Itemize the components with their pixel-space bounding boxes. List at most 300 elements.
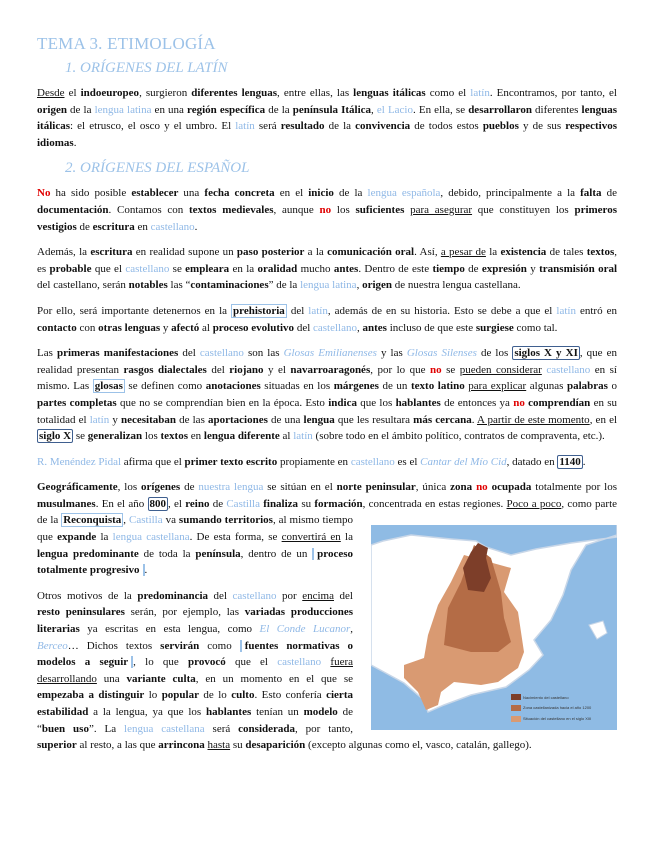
negation: no <box>430 363 442 376</box>
negation: no <box>319 203 332 216</box>
text: de la <box>66 103 95 116</box>
text: ya escritas en esta lengua, como <box>79 623 260 636</box>
bold-term: respectivos idiomas <box>37 120 617 149</box>
text: , es <box>37 246 617 275</box>
text: como tal. <box>513 321 558 334</box>
text: , además de en su historia. Esto se debe a que el <box>327 304 557 317</box>
highlight-term: castellano <box>125 262 170 275</box>
highlight-term: Castilla <box>226 497 260 510</box>
text: del <box>286 304 309 317</box>
text: de <box>76 220 93 233</box>
text: del castellano, serán <box>37 279 129 292</box>
text: las “ <box>167 279 191 292</box>
bold-term: lenguas itálicas <box>37 103 617 133</box>
underlined-text: pueden considerar <box>459 363 542 376</box>
text: . <box>144 564 148 577</box>
text: será <box>204 722 239 735</box>
text: se sitúan en el <box>263 481 337 494</box>
bold-term: probable <box>49 262 92 275</box>
bold-term: buen uso <box>41 722 89 735</box>
highlight-term: R. Menéndez Pidal <box>37 455 122 468</box>
text: se <box>169 262 186 275</box>
text: . Contamos con <box>108 203 189 216</box>
bold-term: notables <box>128 279 168 292</box>
bold-term: resultado <box>280 120 325 133</box>
text: de lo <box>198 689 232 702</box>
bold-term: escritura <box>90 246 133 259</box>
text: , al mismo tiempo que <box>37 514 353 544</box>
text: ” de la <box>268 279 301 292</box>
bold-term: texto latino <box>411 380 465 393</box>
underlined-text: hasta <box>207 739 231 752</box>
bold-term: textos <box>586 246 615 259</box>
text: y las <box>376 347 407 360</box>
bold-term: establecer <box>131 187 179 200</box>
text: situadas en los <box>260 380 334 393</box>
negation: no <box>476 481 488 494</box>
bold-term: partes completas <box>37 396 117 409</box>
bold-term: falta <box>580 187 602 200</box>
highlight-term: latín <box>470 87 490 99</box>
boxed-term: prehistoria <box>233 304 285 317</box>
text: de entonces ya <box>440 396 514 409</box>
underlined-text: convertirá en <box>281 531 341 544</box>
text: y <box>160 321 172 334</box>
text: los <box>142 430 161 443</box>
bold-term: surgiese <box>475 321 514 334</box>
bold-term: textos medievales <box>188 203 274 216</box>
highlight-term: el Lacio <box>376 103 413 116</box>
text: propiamente en <box>277 455 351 468</box>
bold-term: ocupada <box>491 481 532 494</box>
text: la <box>96 531 113 544</box>
highlight-term: castellano <box>313 321 357 334</box>
text: de una <box>267 413 304 426</box>
bold-term: sumando territorios <box>178 514 273 527</box>
highlight-term: latín <box>235 120 255 133</box>
text: en realidad supone un <box>132 246 237 259</box>
bold-term: antes <box>333 262 359 275</box>
boxed-date: 800 <box>149 497 166 510</box>
text: al <box>279 430 294 443</box>
bold-term: popular <box>161 689 199 702</box>
text: entró en <box>575 304 617 317</box>
text: ”. La <box>88 722 125 735</box>
bold-term: indoeuropeo <box>80 87 140 99</box>
text: a la <box>304 246 328 259</box>
text: . <box>73 136 77 149</box>
highlight-title: Berceo <box>37 639 68 652</box>
bracketed-term: proceso totalmente progresivo <box>37 547 354 577</box>
boxed-date: siglo X <box>39 430 72 443</box>
text: es el <box>394 455 421 468</box>
text: , lo que <box>133 656 189 669</box>
text: de <box>464 262 482 275</box>
bold-term: textos <box>160 430 188 443</box>
text: , datado en <box>506 455 558 468</box>
text: afirma que el <box>121 455 185 468</box>
bold-term: resto peninsulares <box>37 606 125 619</box>
text: se <box>73 430 88 443</box>
text: de nuestra lengua castellana. <box>392 279 521 292</box>
text: . <box>194 220 198 233</box>
paragraph <box>37 185 617 235</box>
text: en <box>188 430 204 443</box>
text: Las <box>37 347 57 360</box>
highlight-term: lengua latina <box>94 103 152 116</box>
text: y <box>109 413 121 426</box>
boxed-date: siglos X y XI <box>514 347 578 360</box>
text: que los <box>356 396 396 409</box>
text: en <box>134 220 151 233</box>
bold-term: navarroaragonés <box>290 363 371 376</box>
text: de la <box>324 120 356 133</box>
bold-term: proceso evolutivo <box>212 321 295 334</box>
highlight-term: castellano <box>150 220 195 233</box>
text: y de sus <box>518 120 566 133</box>
text: . En ella, se <box>413 103 469 116</box>
text: . Encontramos, por tanto, el <box>489 87 617 99</box>
text: Otros motivos de la <box>37 589 138 602</box>
text: de <box>601 187 617 200</box>
text: de toda la <box>138 547 196 560</box>
bold-term: culto <box>231 689 255 702</box>
bold-term: indica <box>328 396 357 409</box>
text: del <box>208 589 233 602</box>
text: , <box>123 514 130 527</box>
text: que constituyen los <box>472 203 575 216</box>
text: la <box>485 246 501 259</box>
negation: no <box>513 396 525 409</box>
highlight-term: castellano <box>199 347 244 360</box>
highlight-title: Glosas Silenses <box>406 347 477 360</box>
text: de los <box>476 347 513 360</box>
text: son las <box>243 347 284 360</box>
bold-term: comprendían <box>528 396 591 409</box>
legend-origin: Nacimiento del castellano <box>523 695 569 701</box>
text: del <box>294 321 314 334</box>
text: ha sido posible <box>50 187 132 200</box>
bold-term: desarrollaron <box>468 103 532 116</box>
text: en sí mismo. Las <box>37 363 617 393</box>
text: de un <box>378 380 412 393</box>
bold-term: zona <box>450 481 473 494</box>
text: , <box>371 103 377 116</box>
bold-term: provocó <box>188 656 226 669</box>
underlined-text: a pesar de <box>440 246 486 259</box>
text: . Esto confería <box>254 689 327 702</box>
text: de la <box>333 187 368 200</box>
bracketed-term: fuentes normativas o modelos a seguir <box>37 639 353 669</box>
bold-term: antes <box>362 321 387 334</box>
text: los <box>331 203 356 216</box>
text: y el <box>263 363 291 376</box>
bold-term: variadas producciones literarias <box>37 606 353 636</box>
text: en su totalidad el <box>37 396 618 426</box>
text: por <box>276 589 303 602</box>
underlined-text: para asegurar <box>410 203 473 216</box>
text: será <box>254 120 281 133</box>
bold-term: finaliza <box>263 497 299 510</box>
text: en el <box>274 187 309 200</box>
text: , por tanto, <box>295 722 354 735</box>
text: la <box>340 531 353 544</box>
bold-term: pueblos <box>482 120 519 133</box>
text: de la <box>265 103 293 116</box>
boxed-term: Reconquista <box>63 514 122 527</box>
bold-term: región específica <box>187 103 266 116</box>
bold-term: servirán <box>160 639 200 652</box>
underlined-text: fuera desarrollando <box>37 656 353 685</box>
text: , entre ellas, las <box>277 87 354 99</box>
text: . En el año <box>95 497 148 510</box>
text: tenían un <box>251 706 304 718</box>
bold-term: tiempo <box>432 262 465 275</box>
text: lo <box>144 689 162 702</box>
text: con <box>76 321 99 334</box>
bold-term: lengua diferente <box>203 430 280 443</box>
bold-term: primeras manifestaciones <box>56 347 179 360</box>
text: en una <box>151 103 188 116</box>
highlight-title: Cantar del Mío Cid <box>420 455 507 468</box>
section-heading-espanol: 2. ORÍGENES DEL ESPAÑOL <box>65 160 250 177</box>
paragraph <box>37 454 617 471</box>
text: . <box>582 455 586 468</box>
highlight-term: latín <box>89 413 110 426</box>
bold-term: empleara <box>185 262 230 275</box>
bold-term: generalizan <box>87 430 143 443</box>
text: una <box>178 187 205 200</box>
text: del <box>178 347 200 360</box>
text: , concentrada en estas regiones. <box>362 497 507 510</box>
bold-term: existencia <box>500 246 547 259</box>
bold-term: musulmanes <box>37 497 96 510</box>
highlight-term: lengua castellana <box>124 722 205 735</box>
bold-term: lenguas itálicas <box>353 87 426 99</box>
text: (excepto algunas como el, vasco, catalán, gallego). <box>305 739 532 752</box>
bold-term: afectó <box>171 321 200 334</box>
bold-term: modelo <box>303 706 338 718</box>
bold-term: superior <box>37 739 77 752</box>
text: de tales <box>546 246 587 259</box>
bold-term: empezaba a distinguir <box>37 689 145 702</box>
text: que les resultara <box>334 413 414 426</box>
bold-term: escritura <box>92 220 135 233</box>
text: se definen como <box>124 380 206 393</box>
text: de <box>180 481 199 494</box>
highlight-term: nuestra lengua <box>198 481 264 494</box>
text: va <box>162 514 179 527</box>
bold-term: paso posterior <box>236 246 305 259</box>
text: Por ello, será importante detenernos en la <box>37 304 232 317</box>
bold-term: variante culta <box>126 672 196 685</box>
highlight-title: El Conde Lucanor <box>259 623 351 636</box>
bold-term: necesitaban <box>121 413 176 426</box>
highlight-term: lengua latina <box>300 279 357 292</box>
bold-term: formación <box>314 497 363 510</box>
text: , los <box>117 481 142 494</box>
text: en la <box>229 262 258 275</box>
bold-term: contacto <box>37 321 77 334</box>
underlined-text: Poco a poco <box>506 497 562 510</box>
text: que no se comprendían bien en la época. Esto <box>116 396 329 409</box>
legend-xiii: Situación del castellano en el siglo XIII <box>523 716 592 722</box>
document-title: TEMA 3. ETIMOLOGÍA <box>37 34 216 53</box>
text: , en un momento en el que se <box>195 672 353 685</box>
bold-term: península <box>195 547 241 560</box>
text: su <box>298 497 315 510</box>
bold-term: comunicación oral <box>327 246 415 259</box>
bold-term: fecha concreta <box>204 187 275 200</box>
underlined-text: Desde <box>37 87 65 99</box>
bold-term: arrincona <box>158 739 205 752</box>
bold-term: primer texto escrito <box>184 455 278 468</box>
text: . De esta forma, se <box>189 531 282 544</box>
text: algunas <box>526 380 567 393</box>
text: diferentes <box>531 103 582 116</box>
bold-term: riojano <box>229 363 264 376</box>
text: … Dichos textos <box>67 639 161 652</box>
text: que el <box>225 656 278 669</box>
bold-term: norte peninsular <box>336 481 416 494</box>
text: . <box>471 413 477 426</box>
bold-term: reino <box>185 497 210 510</box>
text: , única <box>415 481 451 494</box>
text: de “ <box>37 706 354 735</box>
bold-term: lengua predominante <box>37 547 139 560</box>
section-heading-latin: 1. ORÍGENES DEL LATÍN <box>65 60 228 76</box>
bold-term: más cercana <box>413 413 472 426</box>
text: del <box>206 363 230 376</box>
underlined-text: A partir de este momento <box>476 413 590 426</box>
bold-term: lengua <box>303 413 335 426</box>
text: Además, la <box>37 246 91 259</box>
bold-term: desaparición <box>245 739 306 752</box>
text: su <box>230 739 246 752</box>
bold-term: origen <box>362 279 393 292</box>
text: , <box>357 321 363 334</box>
text: al resto, a las que <box>76 739 159 752</box>
bold-term: origen <box>37 103 67 116</box>
text: y <box>526 262 540 275</box>
bold-term: márgenes <box>333 380 379 393</box>
highlight-term: latín <box>308 304 328 317</box>
highlight-term: latín <box>556 304 576 317</box>
text: : el etrusco, el osco y el umbro. El <box>70 120 236 133</box>
negation: No <box>37 187 51 200</box>
text: . Dentro de este <box>358 262 433 275</box>
text: del <box>334 589 353 602</box>
bold-term: Geográficamente <box>37 481 118 494</box>
bold-term: rasgos dialectales <box>123 363 207 376</box>
text: de todos estos <box>410 120 483 133</box>
text: . Así, <box>414 246 441 259</box>
bold-term: expande <box>57 531 97 544</box>
highlight-term: lengua española <box>367 187 441 200</box>
text: , <box>356 279 363 292</box>
castilian-expansion-map <box>371 525 617 730</box>
bold-term: considerada <box>238 722 296 735</box>
text: al <box>199 321 213 334</box>
highlight-term: castellano <box>350 455 395 468</box>
bold-term: cierta estabilidad <box>37 689 353 718</box>
underlined-text: para explicar <box>468 380 527 393</box>
bold-term: suficientes <box>355 203 405 216</box>
document-page <box>37 34 617 763</box>
text: que el <box>91 262 126 275</box>
text: , debido, principalmente a la <box>440 187 581 200</box>
text: como <box>199 639 240 652</box>
highlight-title: Glosas Emilianenses <box>283 347 377 360</box>
text: (sobre todo en el ámbito político, contratos de compraventa, etc.). <box>312 430 605 443</box>
bold-term: hablantes <box>395 396 441 409</box>
highlight-term: Castilla <box>129 514 163 527</box>
bold-term: inicio <box>308 187 334 200</box>
text: , por lo que <box>370 363 431 376</box>
text: , dentro de un <box>240 547 313 560</box>
text: como el <box>425 87 471 99</box>
text: mucho <box>297 262 334 275</box>
text: a la lengua, ya que los <box>88 706 207 718</box>
highlight-term: latín <box>293 430 313 443</box>
highlight-term: castellano <box>546 363 591 376</box>
paragraph <box>37 85 617 151</box>
text: totalmente por los <box>531 481 618 494</box>
text: serán, por ejemplo, las <box>124 606 245 619</box>
paragraph <box>37 244 617 294</box>
text: una <box>96 672 127 685</box>
bold-term: otras lenguas <box>98 321 161 334</box>
text: o <box>607 380 617 393</box>
bold-term: predominancia <box>137 589 209 602</box>
bold-term: documentación <box>37 203 109 216</box>
text: , en el <box>589 413 618 426</box>
bold-term: expresión <box>481 262 527 275</box>
text: , como parte de la <box>37 497 618 527</box>
highlight-term: lengua castellana <box>112 531 190 544</box>
text: se <box>441 363 460 376</box>
paragraph <box>37 303 617 336</box>
highlight-term: castellano <box>277 656 322 669</box>
text: de <box>209 497 227 510</box>
bold-term: transmisión oral <box>539 262 618 275</box>
bold-term: orígenes <box>141 481 181 494</box>
text: el <box>64 87 81 99</box>
text: , aunque <box>273 203 320 216</box>
bold-term: península Itálica <box>292 103 372 116</box>
legend-1200: Zona castellanizada hacia el año 1200 <box>523 705 592 711</box>
text: , que en realidad presentan <box>37 347 618 376</box>
bold-term: palabras <box>566 380 608 393</box>
bold-term: anotaciones <box>205 380 261 393</box>
bold-term: convivencia <box>355 120 411 133</box>
bold-term: oralidad <box>257 262 298 275</box>
text: de las <box>176 413 208 426</box>
text: , <box>350 623 354 636</box>
text: incluso de que este <box>386 321 476 334</box>
bold-term: aportaciones <box>207 413 268 426</box>
text: , surgieron <box>139 87 192 99</box>
bold-term: contaminaciones <box>190 279 269 292</box>
highlight-term: castellano <box>232 589 277 602</box>
bold-term: hablantes <box>206 706 252 718</box>
bold-term: diferentes lenguas <box>191 87 278 99</box>
text: , el <box>168 497 186 510</box>
paragraph <box>37 345 617 445</box>
boxed-term: glosas <box>94 380 123 393</box>
bold-term: primeros vestigios <box>37 203 618 233</box>
underlined-text: encima <box>302 589 334 602</box>
